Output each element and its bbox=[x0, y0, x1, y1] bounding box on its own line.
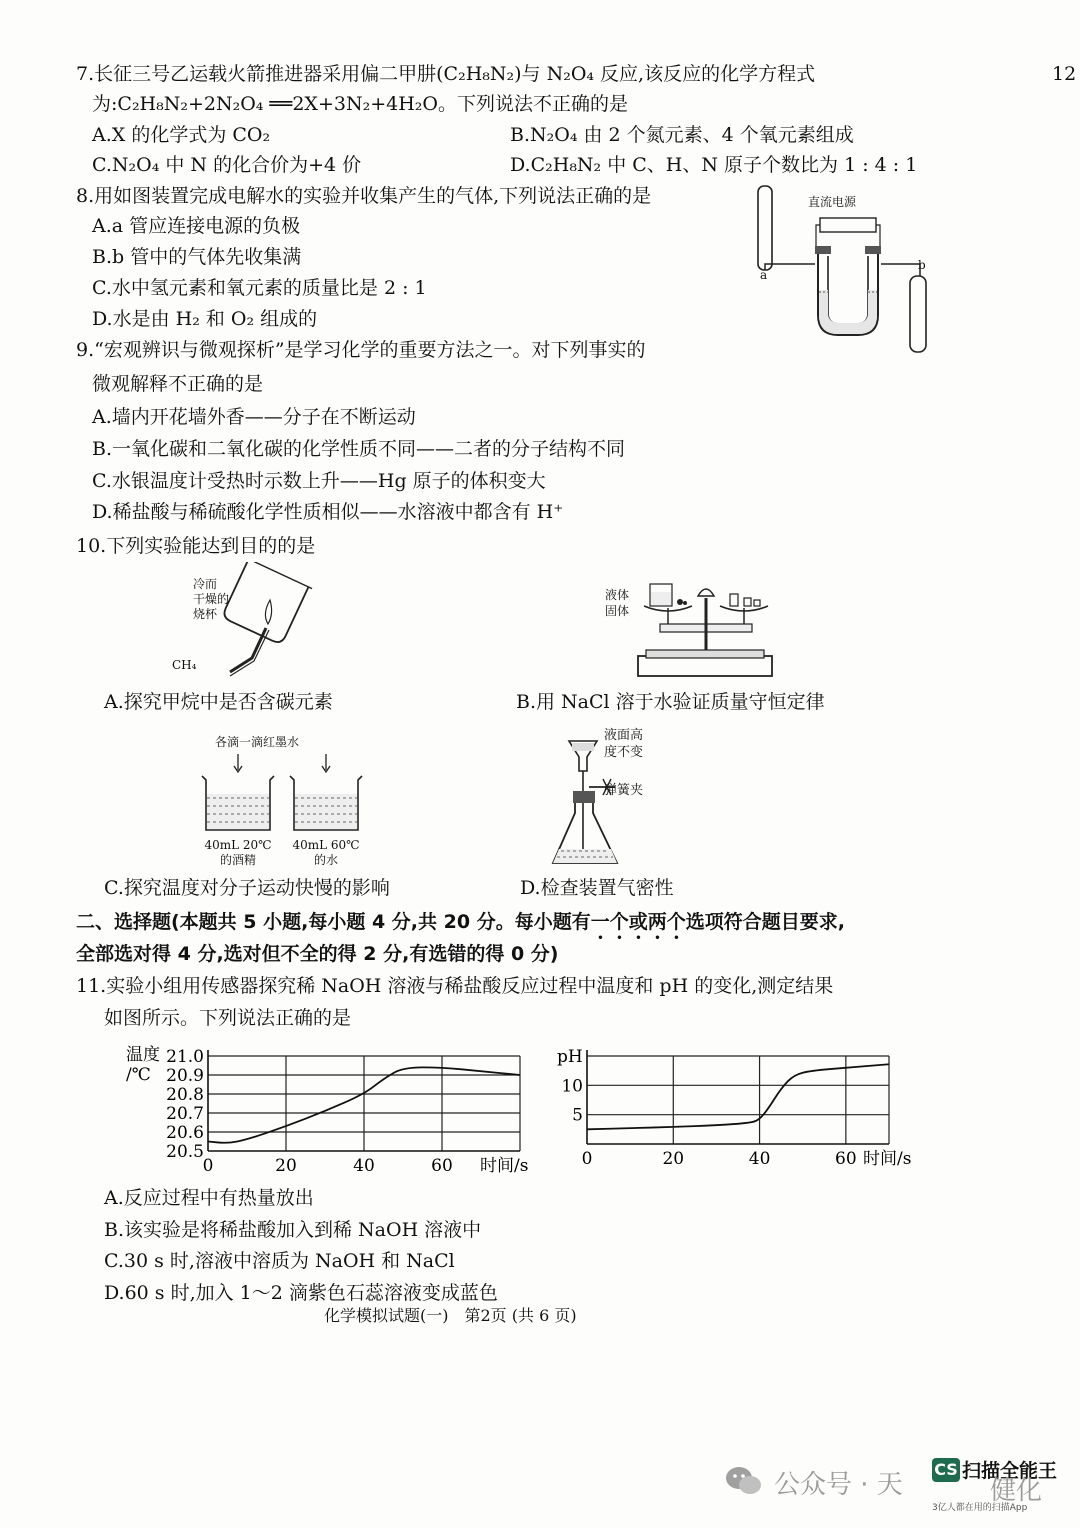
q9-option-c: C.水银温度计受热时示数上升——Hg 原子的体积变大 bbox=[92, 470, 546, 492]
two-beakers-figure bbox=[196, 752, 376, 834]
y-tick-label: 20.8 bbox=[166, 1085, 204, 1105]
q7-option-b: B.N₂O₄ 由 2 个氮元素、4 个氧元素组成 bbox=[510, 124, 854, 146]
y-tick-label: 10 bbox=[561, 1076, 583, 1097]
q11-option-a: A.反应过程中有热量放出 bbox=[104, 1187, 314, 1209]
wechat-icon bbox=[724, 1464, 764, 1498]
x-axis-label: 时间/s bbox=[863, 1149, 912, 1169]
figD-label-level1: 液面高 bbox=[604, 728, 644, 743]
section-2-line1-start: 二、选择题(本题共 5 小题,每小题 4 分,共 20 分。每小题有 bbox=[76, 911, 591, 933]
q8-fig-a-label: a bbox=[760, 268, 768, 282]
q7-option-a: A.X 的化学式为 CO₂ bbox=[92, 124, 271, 146]
q9-stem-line2: 微观解释不正确的是 bbox=[92, 373, 264, 395]
x-tick-label: 60 bbox=[431, 1156, 453, 1176]
q11-stem-line1: 11.实验小组用传感器探究稀 NaOH 溶液与稀盐酸反应过程中温度和 pH 的变化,测定结果 bbox=[76, 975, 834, 997]
q7-option-d: D.C₂H₈N₂ 中 C、H、N 原子个数比为 1 : 4 : 1 bbox=[510, 154, 918, 176]
q8-option-a: A.a 管应连接电源的负极 bbox=[92, 215, 301, 237]
x-tick-label: 20 bbox=[662, 1149, 685, 1169]
q8-option-d: D.水是由 H₂ 和 O₂ 组成的 bbox=[92, 308, 318, 330]
q9-option-b: B.一氧化碳和二氧化碳的化学性质不同——二者的分子结构不同 bbox=[92, 438, 626, 460]
q9-stem-line1: 9.“宏观辨识与微观探析”是学习化学的重要方法之一。对下列事实的 bbox=[76, 339, 646, 361]
x-tick-label: 40 bbox=[748, 1149, 771, 1169]
figA-label-cold: 冷而 bbox=[193, 577, 218, 591]
series-line bbox=[587, 1064, 889, 1129]
figA-label-beaker: 烧杯 bbox=[193, 607, 218, 621]
y-tick-label: 20.9 bbox=[166, 1066, 204, 1086]
watermark-text: 公众号 · 天 bbox=[774, 1470, 903, 1500]
figA-gas-label: CH₄ bbox=[172, 658, 197, 672]
q10-stem: 10.下列实验能达到目的的是 bbox=[76, 535, 316, 557]
y-tick-label: 5 bbox=[572, 1105, 583, 1126]
figC-top-label: 各滴一滴红墨水 bbox=[215, 735, 300, 749]
page-footer: 化学模拟试题(一) 第2页 (共 6 页) bbox=[324, 1306, 577, 1325]
figC-right-liquid: 的水 bbox=[313, 853, 338, 867]
x-tick-label: 0 bbox=[581, 1149, 593, 1169]
q9-option-a: A.墙内开花墙外香——分子在不断运动 bbox=[92, 406, 416, 428]
q7-stem-line2: 为:C₂H₈N₂+2N₂O₄ ══2X+3N₂+4H₂O。下列说法不正确的是 bbox=[92, 93, 628, 115]
y-tick-label: 20.6 bbox=[166, 1123, 204, 1143]
y-tick-label: 21.0 bbox=[166, 1047, 204, 1067]
q7-stem-line1: 7.长征三号乙运载火箭推进器采用偏二甲肼(C₂H₈N₂)与 N₂O₄ 反应,该反应的化学方程式 bbox=[76, 63, 816, 85]
q10-option-b: B.用 NaCl 溶于水验证质量守恒定律 bbox=[516, 691, 825, 713]
x-axis-label: 时间/s bbox=[480, 1156, 529, 1176]
y-axis-label: 温度 bbox=[126, 1045, 160, 1065]
figC-right-volume: 40mL 60℃ bbox=[292, 838, 360, 852]
temperature-chart bbox=[120, 1038, 540, 1180]
camscanner-name: 扫描全能王 bbox=[962, 1460, 1058, 1482]
q11-option-d: D.60 s 时,加入 1～2 滴紫色石蕊溶液变成蓝色 bbox=[104, 1282, 498, 1304]
y-tick-label: 20.7 bbox=[166, 1104, 204, 1124]
camscanner-slogan: 3亿人都在用的扫描App bbox=[932, 1503, 1028, 1513]
camscanner-badge: CS bbox=[932, 1458, 960, 1482]
x-tick-label: 60 bbox=[835, 1149, 857, 1169]
figA-label-dry: 干燥的 bbox=[193, 592, 230, 606]
q8-fig-power-label: 直流电源 bbox=[808, 195, 857, 209]
q11-stem-line2: 如图所示。下列说法正确的是 bbox=[104, 1007, 352, 1029]
section-2-emphasis: 一个或两个 bbox=[590, 911, 686, 933]
section-2-line1-end: 选项符合题目要求, bbox=[685, 911, 845, 933]
ph-chart bbox=[555, 1038, 935, 1180]
watermark-text-tail: 健化 bbox=[990, 1476, 1043, 1506]
q8-option-c: C.水中氢元素和氧元素的质量比是 2 : 1 bbox=[92, 277, 427, 299]
q8-stem: 8.用如图装置完成电解水的实验并收集产生的气体,下列说法正确的是 bbox=[76, 185, 652, 207]
x-tick-label: 40 bbox=[353, 1156, 375, 1176]
section-2-line2: 全部选对得 4 分,选对但不全的得 2 分,有选错的得 0 分) bbox=[76, 943, 559, 965]
q10-option-d: D.检查装置气密性 bbox=[520, 877, 674, 899]
q8-option-b: B.b 管中的气体先收集满 bbox=[92, 246, 302, 268]
figC-left-liquid: 的酒精 bbox=[219, 853, 256, 867]
y-axis-label: pH bbox=[557, 1047, 583, 1067]
figD-label-level2: 度不变 bbox=[604, 745, 644, 760]
section-2-line1 bbox=[76, 910, 845, 944]
figD-clip-label: 弹簧夹 bbox=[604, 783, 644, 798]
figC-left-volume: 40mL 20℃ bbox=[204, 838, 272, 852]
y-axis-label: /℃ bbox=[126, 1065, 151, 1085]
y-tick-label: 20.5 bbox=[166, 1142, 204, 1162]
q8-fig-b-label: b bbox=[918, 258, 926, 272]
q9-option-d: D.稀盐酸与稀硫酸化学性质相似——水溶液中都含有 H⁺ bbox=[92, 501, 564, 523]
q11-option-c: C.30 s 时,溶液中溶质为 NaOH 和 NaCl bbox=[104, 1250, 455, 1272]
x-tick-label: 20 bbox=[275, 1156, 297, 1176]
edge-page-number: 12 bbox=[1052, 63, 1077, 85]
q11-option-b: B.该实验是将稀盐酸加入到稀 NaOH 溶液中 bbox=[104, 1219, 482, 1241]
x-tick-label: 0 bbox=[202, 1156, 214, 1176]
q10-option-c: C.探究温度对分子运动快慢的影响 bbox=[104, 877, 390, 899]
balance-figure bbox=[630, 578, 780, 682]
q7-option-c: C.N₂O₄ 中 N 的化合价为+4 价 bbox=[92, 154, 362, 176]
figB-liquid-label: 液体 bbox=[605, 588, 630, 602]
figB-solid-label: 固体 bbox=[605, 604, 630, 618]
q10-option-a: A.探究甲烷中是否含碳元素 bbox=[104, 691, 333, 713]
